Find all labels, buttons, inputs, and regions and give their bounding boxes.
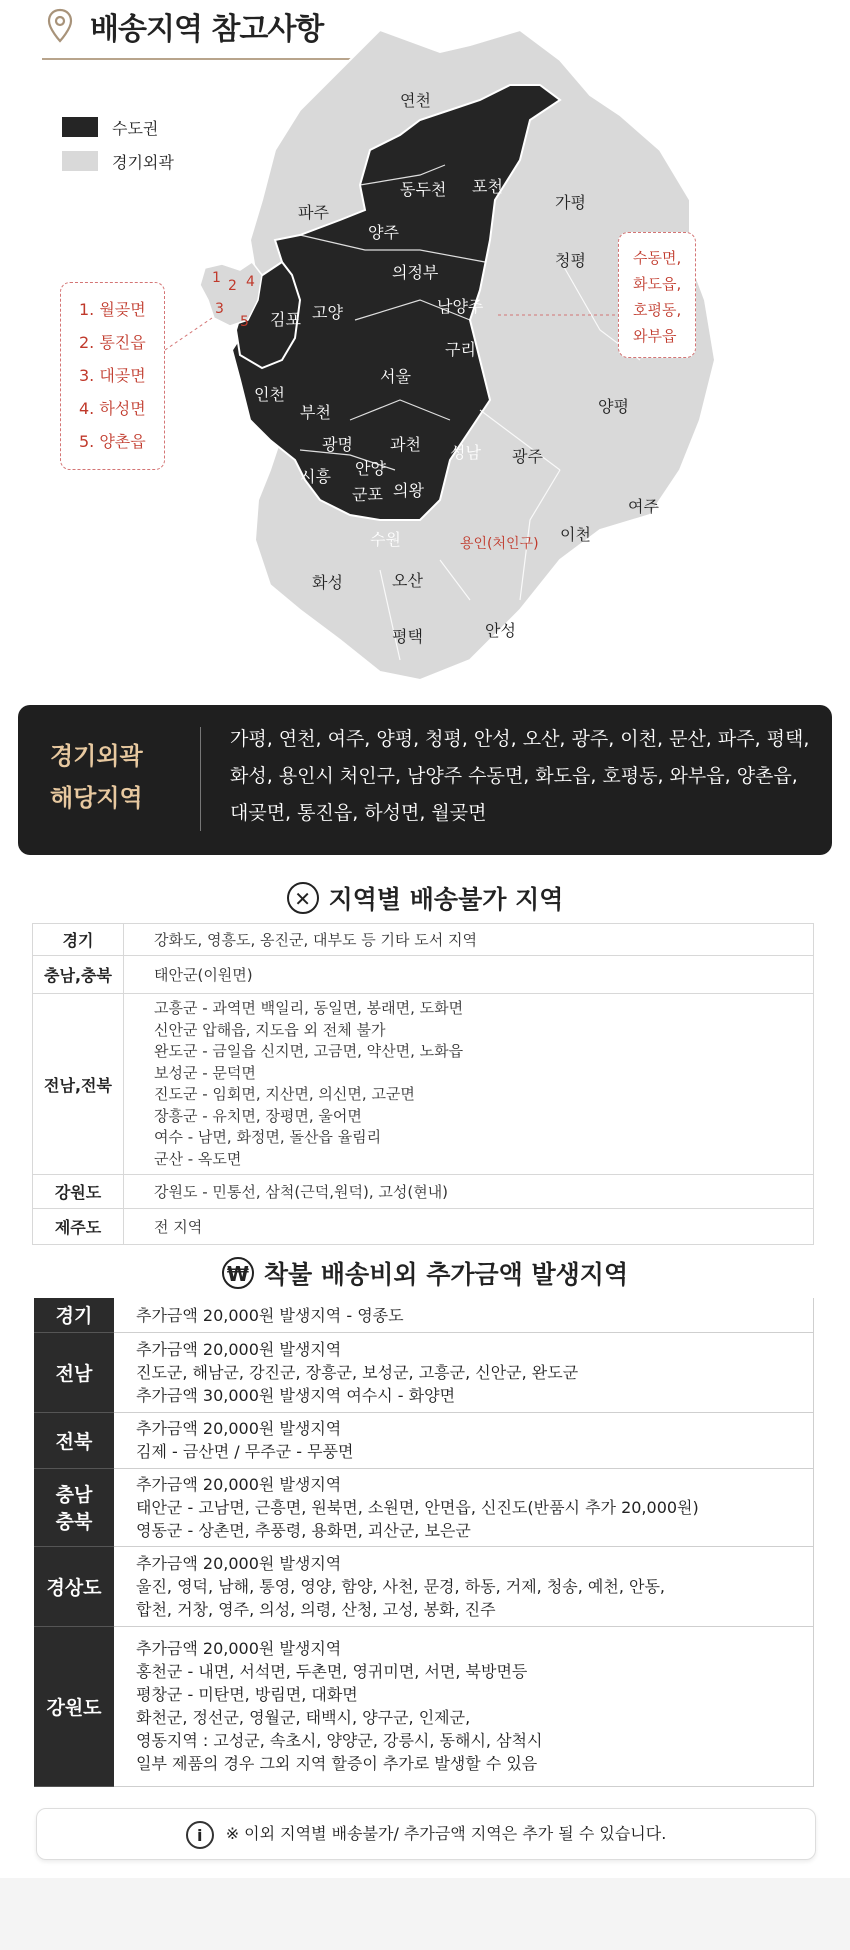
detail-cell: 강화도, 영흥도, 옹진군, 대부도 등 기타 도서 지역 — [124, 924, 814, 956]
won-icon: ₩ — [222, 1257, 254, 1289]
surcharge-table — [34, 1298, 814, 1787]
notice-text: ※ 이외 지역별 배송불가/ 추가금액 지역은 추가 될 수 있습니다. — [225, 1824, 667, 1843]
legend-item-metro — [62, 110, 174, 144]
table-row — [33, 924, 814, 956]
callout-item: 와부읍 — [633, 327, 677, 345]
detail-line: 추가금액 20,000원 발생지역 — [136, 1553, 342, 1573]
table-row — [34, 1468, 814, 1546]
region-cell: 강원도 — [34, 1626, 114, 1786]
callout-item: 수동면, — [633, 249, 682, 267]
map-label-uijeongbu: 의정부 — [392, 263, 439, 282]
map-label-namyangju: 남양주 — [437, 297, 484, 316]
map-label-hwaseong: 화성 — [312, 573, 343, 592]
detail-line: 평창군 - 미탄면, 방림면, 대화면 — [136, 1685, 358, 1704]
map-label-gimpo: 김포 — [270, 310, 301, 329]
callout-item: 화도읍, — [633, 275, 682, 293]
map-label-yangpyeong: 양평 — [598, 397, 629, 416]
map-label-pocheon: 포천 — [472, 177, 503, 196]
detail-line: 진도군, 해남군, 강진군, 장흥군, 보성군, 고흥군, 신안군, 완도군 — [136, 1362, 579, 1382]
callout-item: 5. 양촌읍 — [79, 432, 146, 451]
bottom-band — [0, 1878, 850, 1950]
callout-item: 4. 하성면 — [79, 399, 146, 418]
outer-area-line: 가평, 연천, 여주, 양평, 청평, 안성, 오산, 광주, 이천, 문산, 파주, 평택, — [230, 728, 810, 750]
map-label-osan: 오산 — [392, 571, 423, 590]
callout-namyangju-areas — [618, 232, 696, 358]
region-cell: 강원도 — [33, 1175, 124, 1209]
detail-cell — [114, 1412, 814, 1468]
detail-line: 보성군 - 문덕면 — [154, 1063, 256, 1082]
map-label-uiwang: 의왕 — [393, 481, 424, 500]
outer-area-box — [18, 705, 832, 855]
detail-cell — [114, 1546, 814, 1626]
map-label-anyang: 안양 — [355, 459, 386, 478]
detail-line: 신안군 압해읍, 지도읍 외 전체 불가 — [154, 1020, 386, 1039]
detail-line: 고흥군 - 과역면 백일리, 동일면, 봉래면, 도화면 — [154, 999, 464, 1017]
map-label-anseong: 안성 — [485, 621, 516, 640]
map-label-gwacheon: 과천 — [390, 435, 421, 454]
detail-line: 추가금액 20,000원 발생지역 — [136, 1639, 342, 1658]
map-number-3: 3 — [215, 301, 224, 317]
additional-notice — [36, 1808, 816, 1860]
map-label-seongnam: 성남 — [450, 443, 481, 462]
detail-line: 영동군 - 상촌면, 추풍령, 용화면, 괴산군, 보은군 — [136, 1520, 471, 1540]
map-label-cheongpyeong: 청평 — [555, 251, 586, 270]
section-undeliverable-title — [0, 880, 850, 916]
undeliverable-table — [32, 923, 814, 1245]
detail-line: 김제 - 금산면 / 무주군 - 무풍면 — [136, 1442, 354, 1461]
detail-line: 추가금액 20,000원 발생지역 — [136, 1419, 342, 1438]
map-number-1: 1 — [212, 270, 221, 286]
detail-line: 추가금액 20,000원 발생지역 — [136, 1474, 342, 1494]
outer-area-heading — [50, 735, 190, 819]
map-label-seoul: 서울 — [380, 367, 411, 386]
callout-left-connector — [165, 318, 212, 350]
region-cell: 전북 — [34, 1412, 114, 1468]
map-label-incheon: 인천 — [254, 385, 285, 404]
map-label-guri: 구리 — [445, 340, 476, 359]
region-cell: 경상도 — [34, 1546, 114, 1626]
map-label-pyeongtaek: 평택 — [392, 627, 423, 646]
section-surcharge-heading: 착불 배송비외 추가금액 발생지역 — [263, 1260, 629, 1289]
legend-item-outer — [62, 144, 174, 178]
detail-cell: 태안군(이원면) — [124, 956, 814, 994]
callout-item: 2. 통진읍 — [79, 333, 146, 352]
table-row — [34, 1332, 814, 1412]
region-cell: 전남 — [34, 1332, 114, 1412]
map-label-siheung: 시흥 — [300, 467, 331, 486]
detail-cell: 전 지역 — [124, 1209, 814, 1245]
close-circle-icon: ✕ — [287, 882, 319, 914]
detail-line: 완도군 - 금일읍 신지면, 고금면, 약산면, 노화읍 — [154, 1042, 464, 1060]
region-cell: 경기 — [34, 1298, 114, 1332]
map-label-gapyeong: 가평 — [555, 193, 586, 212]
region-cell: 경기 — [33, 924, 124, 956]
detail-line: 진도군 - 임회면, 지산면, 의신면, 고군면 — [154, 1085, 415, 1103]
region-cell: 제주도 — [33, 1209, 124, 1245]
table-row — [34, 1626, 814, 1786]
legend-label-outer: 경기외곽 — [112, 152, 174, 172]
region-line: 충북 — [55, 1511, 93, 1533]
table-row — [34, 1412, 814, 1468]
detail-cell: 강원도 - 민통선, 삼척(근덕,원덕), 고성(현내) — [124, 1175, 814, 1209]
callout-item: 1. 월곶면 — [79, 300, 146, 319]
callout-item: 호평동, — [633, 301, 682, 319]
detail-line: 일부 제품의 경우 그외 지역 할증이 추가로 발생할 수 있음 — [136, 1754, 538, 1773]
outer-area-heading-line: 경기외곽 — [50, 742, 143, 770]
outer-area-line: 대곶면, 통진읍, 하성면, 월곶면 — [230, 802, 487, 824]
map-number-4: 4 — [246, 274, 255, 290]
table-row — [34, 1298, 814, 1332]
outer-area-divider — [200, 727, 201, 831]
detail-cell: 추가금액 20,000원 발생지역 - 영종도 — [114, 1298, 814, 1332]
map-label-gwangmyeong: 광명 — [322, 435, 353, 454]
map-label-yeoju: 여주 — [628, 497, 659, 516]
map-number-2: 2 — [228, 278, 237, 294]
legend-swatch-metro — [62, 117, 98, 137]
detail-line: 홍천군 - 내면, 서석면, 두촌면, 영귀미면, 서면, 북방면등 — [136, 1662, 528, 1681]
detail-cell — [124, 994, 814, 1175]
detail-line: 태안군 - 고남면, 근흥면, 원북면, 소원면, 안면읍, 신진도(반품시 추가 20,000원) — [136, 1497, 699, 1517]
callout-gimpo-areas — [60, 282, 165, 470]
map-label-suwon: 수원 — [370, 530, 401, 549]
map-label-dongducheon: 동두천 — [400, 180, 447, 199]
map-label-gunpo: 군포 — [352, 485, 383, 504]
table-row — [33, 1209, 814, 1245]
region-cell — [34, 1468, 114, 1546]
map-label-gwangju: 광주 — [512, 447, 543, 466]
section-undeliverable-heading: 지역별 배송불가 지역 — [328, 885, 564, 914]
region-cell: 충남,충북 — [33, 956, 124, 994]
detail-line: 군산 - 옥도면 — [154, 1149, 242, 1168]
detail-line: 영동지역 : 고성군, 속초시, 양양군, 강릉시, 동해시, 삼척시 — [136, 1731, 543, 1750]
detail-line: 추가금액 20,000원 발생지역 — [136, 1339, 342, 1359]
info-icon: i — [186, 1821, 214, 1849]
table-row — [33, 956, 814, 994]
outer-area-heading-line: 해당지역 — [50, 784, 143, 812]
page-title: 배송지역 참고사항 — [90, 12, 324, 47]
legend-label-metro: 수도권 — [112, 118, 159, 138]
map-label-yeoncheon: 연천 — [400, 91, 431, 110]
map-label-icheon: 이천 — [560, 525, 591, 544]
detail-cell — [114, 1468, 814, 1546]
detail-line: 장흥군 - 유치면, 장평면, 울어면 — [154, 1106, 362, 1125]
detail-line: 추가금액 30,000원 발생지역 여수시 - 화양면 — [136, 1385, 456, 1405]
legend-swatch-outer — [62, 151, 98, 171]
detail-line: 여수 - 남면, 화정면, 돌산읍 율림리 — [154, 1128, 382, 1146]
map-number-5: 5 — [240, 314, 249, 330]
table-row — [33, 994, 814, 1175]
section-surcharge-title — [0, 1255, 850, 1291]
callout-item: 3. 대곶면 — [79, 366, 146, 385]
detail-line: 합천, 거창, 영주, 의성, 의령, 산청, 고성, 봉화, 진주 — [136, 1599, 496, 1619]
table-row — [34, 1546, 814, 1626]
map-label-goyang: 고양 — [312, 303, 343, 322]
map-label-bucheon: 부천 — [300, 403, 331, 422]
outer-area-list — [230, 721, 810, 832]
map-label-yongin: 용인(처인구) — [460, 536, 539, 552]
detail-line: 울진, 영덕, 남해, 통영, 영양, 함양, 사천, 문경, 하동, 거제, 청송, 예천, 안동, — [136, 1576, 666, 1596]
region-cell: 전남,전북 — [33, 994, 124, 1175]
detail-cell — [114, 1626, 814, 1786]
detail-line: 화천군, 정선군, 영월군, 태백시, 양구군, 인제군, — [136, 1708, 471, 1727]
detail-cell — [114, 1332, 814, 1412]
map-legend — [62, 110, 174, 178]
map-label-paju: 파주 — [298, 203, 329, 222]
region-line: 충남 — [55, 1484, 93, 1506]
table-row — [33, 1175, 814, 1209]
outer-area-line: 화성, 용인시 처인구, 남양주 수동면, 화도읍, 호평동, 와부읍, 양촌읍, — [230, 765, 798, 787]
map-label-yangju: 양주 — [368, 223, 399, 242]
